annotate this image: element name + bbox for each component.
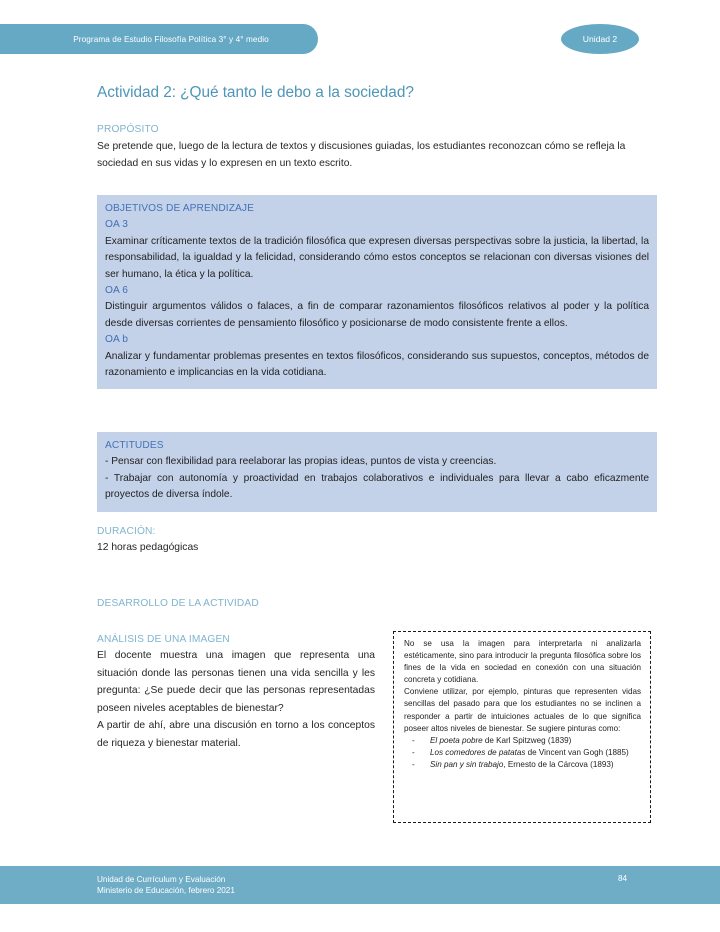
actitudes-label: ACTITUDES — [105, 440, 164, 451]
list-item — [404, 759, 641, 771]
objetivos-de-aprendizaje-box — [97, 195, 657, 389]
bullet-dash-2: - — [412, 759, 415, 769]
unit-badge-label: Unidad 2 — [582, 34, 618, 44]
footer-credits — [97, 874, 235, 897]
header-program-band — [0, 24, 318, 54]
painting-rest-0: de Karl Spitzweg (1839) — [482, 735, 572, 745]
oa-code-2: OA b — [105, 334, 129, 346]
painting-title-1: Los comedores de patatas — [430, 747, 526, 757]
duracion-section — [97, 526, 198, 556]
actitud-item-1: - Trabajar con autonomía y proactividad en trabajos colaborativos e individuales para llevar a cabo eficazmente proyectos de diversa índole. — [105, 472, 649, 501]
painting-list — [404, 735, 641, 771]
actitudes-box — [97, 432, 657, 512]
nota-dashed-box — [393, 631, 651, 823]
desarrollo-label: DESARROLLO DE LA ACTIVIDAD — [97, 598, 259, 609]
footer-line-1: Unidad de Currículum y Evaluación — [97, 875, 226, 884]
nota-paragraph-1: Conviene utilizar, por ejemplo, pinturas que representen vidas sencillas del pasado para que los estudiantes no se inclinen a responder a partir de intuiciones actuales de lo que significa poseer altos niveles de bienestar. Se sugiere pinturas como: — [404, 687, 641, 733]
bullet-dash-1: - — [412, 747, 415, 757]
oa-text-0: Examinar críticamente textos de la tradición filosófica que expresen diversas perspectivas sobre la justicia, la libertad, la responsabilidad, la igualdad y la felicidad, considerando cómo estos conceptos se relacionan con diversas visiones del ser humano, la ética y la política. — [105, 235, 649, 280]
oa-code-0: OA 3 — [105, 219, 129, 231]
list-item — [404, 735, 641, 747]
oa-text-1: Distinguir argumentos válidos o falaces, a fin de comparar razonamientos filosóficos relativos al poder y la política desde diversas corrientes de pensamiento filosófico y posicionarse de modo consistente frente a ellos. — [105, 301, 649, 329]
proposito-label: PROPÓSITO — [97, 124, 159, 135]
painting-title-0: El poeta pobre — [430, 735, 483, 745]
nota-paragraph-0: No se usa la imagen para interpretarla ni analizarla estéticamente, sino para introducir la pregunta filosófica sobre los fines de la vida en sociedad en conexión con una situación concreta y cotidiana. — [404, 639, 641, 685]
duracion-value: 12 horas pedagógicas — [97, 542, 199, 553]
analisis-paragraph-1: A partir de ahí, abre una discusión en torno a los conceptos de riqueza y bienestar material. — [97, 720, 375, 749]
footer-line-2: Ministerio de Educación, febrero 2021 — [97, 886, 235, 896]
page-number: 84 — [618, 874, 628, 883]
painting-title-2: Sin pan y sin trabajo — [430, 759, 504, 769]
analisis-paragraph-0: El docente muestra una imagen que representa una situación donde las personas tienen una vida sencilla y les pregunta: ¿Se puede decir que las personas representadas poseen niveles aceptables de bienestar? — [97, 650, 375, 714]
oa-text-2: Analizar y fundamentar problemas presentes en textos filosóficos, considerando sus supuestos, conceptos, métodos de razonamiento e implicancias en la vida cotidiana. — [105, 350, 649, 379]
duracion-label: DURACIÓN: — [97, 526, 156, 537]
unit-badge — [561, 24, 639, 54]
painting-rest-1: de Vincent van Gogh (1885) — [525, 747, 629, 757]
painting-rest-2: , Ernesto de la Cárcova (1893) — [503, 759, 614, 769]
analisis-label: ANÁLISIS DE UNA IMAGEN — [97, 634, 230, 645]
list-item — [404, 747, 641, 759]
objetivos-label: OBJETIVOS DE APRENDIZAJE — [105, 203, 255, 214]
analisis-de-una-imagen-section — [97, 634, 375, 753]
bullet-dash-0: - — [412, 735, 415, 745]
oa-code-1: OA 6 — [105, 285, 129, 297]
proposito-section — [97, 124, 651, 173]
header-program-title: Programa de Estudio Filosofía Política 3° y 4° medio — [73, 34, 269, 44]
proposito-text: Se pretende que, luego de la lectura de textos y discusiones guiadas, los estudiantes reconozcan cómo se refleja la sociedad en sus vidas y lo expresen en un texto escrito. — [97, 141, 626, 170]
page-title: Actividad 2: ¿Qué tanto le debo a la sociedad? — [97, 84, 414, 101]
actitud-item-0: - Pensar con flexibilidad para reelaborar las propias ideas, puntos de vista y creencias. — [105, 456, 497, 468]
